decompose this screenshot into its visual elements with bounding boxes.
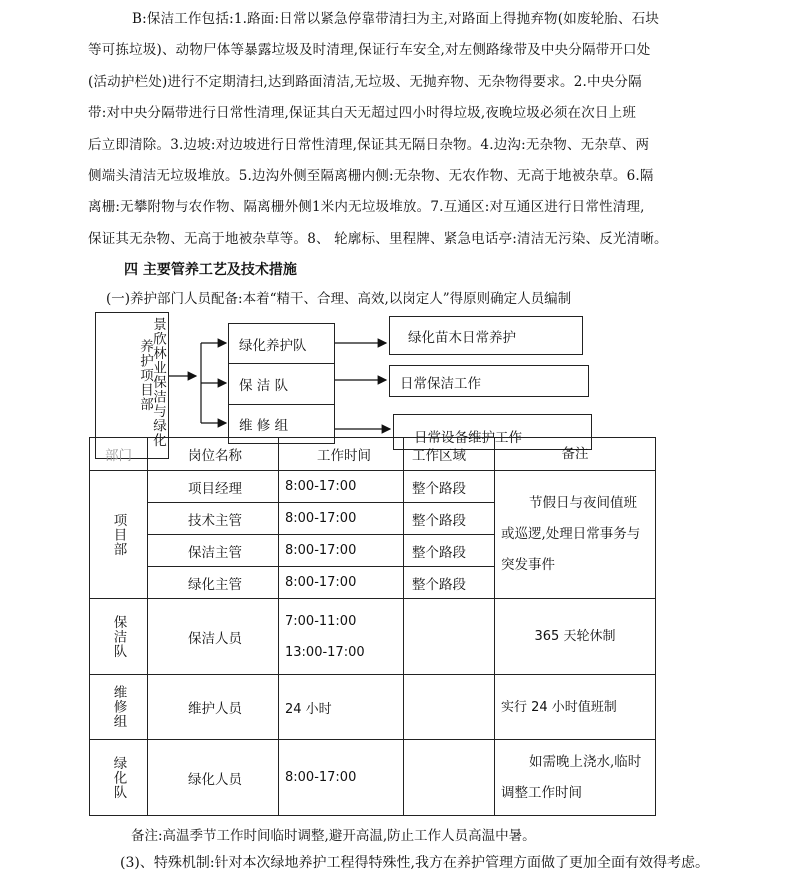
dept-label: 保洁队	[110, 614, 127, 659]
time-cell	[279, 599, 404, 675]
paragraph-line: 后立即清除。3.边坡:对边坡进行日常性清理,保证其无隔日杂物。4.边沟:无杂物、无杂草、两	[88, 136, 650, 153]
team-label: 保 洁 队	[239, 378, 289, 394]
header-area: 工作区域	[404, 438, 495, 471]
note-cell	[495, 740, 656, 816]
note-cell: 365 天轮休制	[495, 599, 656, 675]
duty-label: 绿化苗木日常养护	[408, 330, 516, 346]
table-row	[90, 740, 656, 816]
dept-label: 维修组	[110, 685, 127, 729]
post-cell: 保洁主管	[148, 535, 279, 567]
area-cell	[404, 599, 495, 675]
time-line: 7:00-11:00	[285, 613, 357, 629]
table-row	[90, 599, 656, 675]
special-mechanism-line: (3)、特殊机制:针对本次绿地养护工程得特殊性,我方在养护管理方面做了更加全面有效得考虑。	[120, 855, 709, 871]
area-cell: 整个路段	[404, 535, 495, 567]
time-cell: 24 小时	[279, 675, 404, 740]
area-cell: 整个路段	[404, 471, 495, 503]
team-box-greening	[228, 323, 335, 365]
company-label: 景欣林业保洁与绿化	[150, 317, 166, 448]
duty-box-cleaning	[389, 365, 589, 397]
header-note: 备注	[495, 438, 656, 471]
post-cell: 绿化主管	[148, 567, 279, 599]
dept-cell-greening	[90, 740, 148, 816]
post-cell: 保洁人员	[148, 599, 279, 675]
time-cell: 8:00-17:00	[279, 740, 404, 816]
team-label: 维 修 组	[239, 418, 289, 434]
area-cell: 整个路段	[404, 567, 495, 599]
header-time: 工作时间	[279, 438, 404, 471]
note-text: 如需晚上浇水,临时调整工作时间	[501, 753, 642, 801]
paragraph-line: 带:对中央分隔带进行日常性清理,保证其白天无超过四小时得垃圾,夜晚垃圾必须在次日上班	[88, 105, 637, 122]
dept-label: 项目部	[110, 512, 127, 557]
note-cell-project	[495, 471, 656, 599]
dept-label: 绿化队	[110, 755, 127, 800]
paragraph-line: 等可拣垃圾)、动物尸体等暴露垃圾及时清理,保证行车安全,对左侧路缘带及中央分隔带开口处	[88, 42, 651, 59]
header-post: 岗位名称	[148, 438, 279, 471]
time-cell: 8:00-17:00	[279, 535, 404, 567]
paragraph-line: B:保洁工作包括:1.路面:日常以紧急停靠带清扫为主,对路面上得抛弃物(如废轮胎、石块	[132, 11, 660, 27]
post-cell: 维护人员	[148, 675, 279, 740]
paragraph-line: 侧端头清洁无垃圾堆放。5.边沟外侧至隔离栅内侧:无杂物、无农作物、无高于地被杂草。6.隔	[88, 168, 654, 185]
dept-cell-project	[90, 471, 148, 599]
time-cell: 8:00-17:00	[279, 471, 404, 503]
team-box-cleaning	[228, 363, 335, 406]
post-cell: 技术主管	[148, 503, 279, 535]
post-cell: 绿化人员	[148, 740, 279, 816]
time-cell: 8:00-17:00	[279, 567, 404, 599]
table-remark: 备注:高温季节工作时间临时调整,避开高温,防止工作人员高温中暑。	[131, 828, 536, 844]
staffing-table	[89, 437, 656, 816]
paragraph-line: 离栅:无攀附物与农作物、隔离栅外侧1米内无垃圾堆放。7.互通区:对互通区进行日常性清理,	[88, 199, 645, 216]
duty-label: 日常保洁工作	[400, 376, 481, 392]
post-cell: 项目经理	[148, 471, 279, 503]
area-cell: 整个路段	[404, 503, 495, 535]
dept-cell-cleaning	[90, 599, 148, 675]
note-cell: 实行 24 小时值班制	[495, 675, 656, 740]
table-row	[90, 675, 656, 740]
table-row	[90, 471, 656, 503]
area-cell	[404, 740, 495, 816]
area-cell	[404, 675, 495, 740]
staffing-subheading: (一)养护部门人员配备:本着“精干、合理、高效,以岗定人”得原则确定人员编制	[106, 291, 572, 307]
team-label: 绿化养护队	[239, 338, 307, 354]
paragraph-line: 保证其无杂物、无高于地被杂草等。8、 轮廓标、里程牌、紧急电话亭:清洁无污染、反光清晰。	[88, 230, 668, 247]
duty-label: 日常设备维护工作	[414, 430, 522, 446]
dept-label: 养护项目部	[137, 339, 153, 412]
dept-cell-maintenance	[90, 675, 148, 740]
time-line: 13:00-17:00	[285, 644, 365, 660]
section-heading: 四 主要管养工艺及技术措施	[124, 262, 297, 278]
time-cell: 8:00-17:00	[279, 503, 404, 535]
duty-box-greening	[389, 316, 583, 355]
paragraph-line: (活动护栏处)进行不定期清扫,达到路面清洁,无垃圾、无抛弃物、无杂物得要求。2.中央分隔	[88, 73, 642, 90]
table-header-row	[90, 438, 656, 471]
note-text: 节假日与夜间值班或巡逻,处理日常事务与突发事件	[501, 495, 641, 573]
header-dept: 部门	[90, 438, 148, 471]
